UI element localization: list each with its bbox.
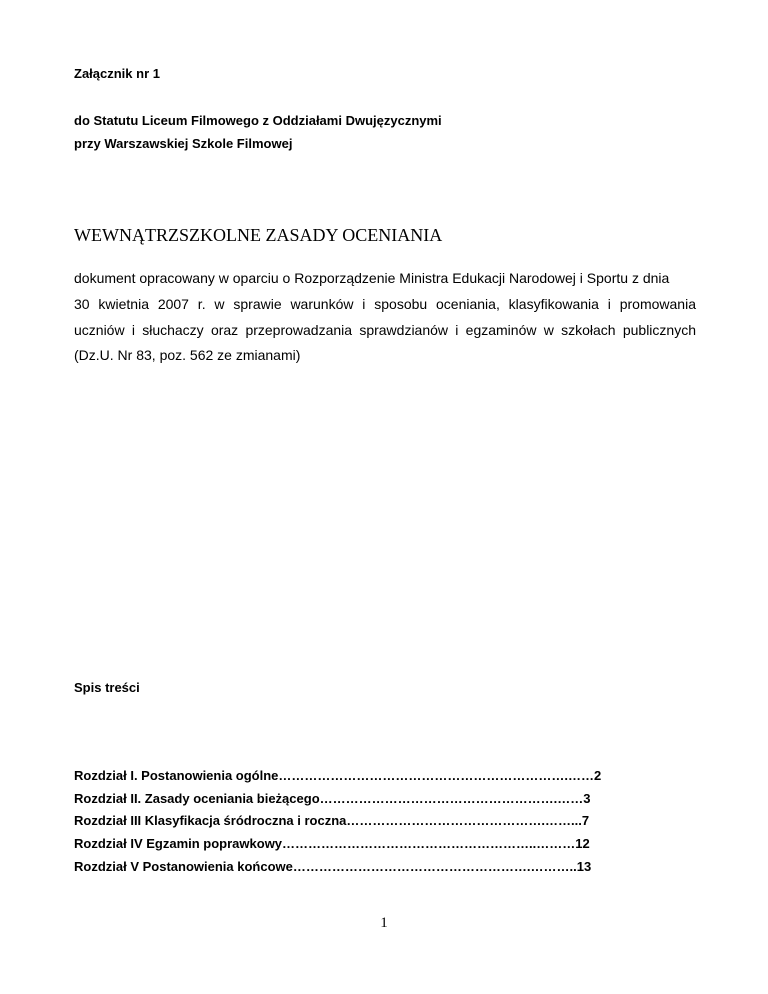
toc-entry-chapter-5: Rozdział V Postanowienia końcowe……………………………………………….………..13 — [74, 859, 592, 874]
annex-label: Załącznik nr 1 — [74, 66, 160, 81]
intro-line-1: dokument opracowany w oparciu o Rozporządzenie Ministra Edukacji Narodowej i Sportu z dnia — [74, 270, 670, 286]
intro-line-4: (Dz.U. Nr 83, poz. 562 ze zmianami) — [74, 347, 301, 363]
toc-heading: Spis treści — [74, 680, 140, 695]
document-title: WEWNĄTRZSZKOLNE ZASADY OCENIANIA — [74, 225, 443, 245]
toc-entry-chapter-4: Rozdział IV Egzamin poprawkowy…………………………………………………..………12 — [74, 836, 590, 851]
statute-reference-line-1: do Statutu Liceum Filmowego z Oddziałami Dwujęzycznymi — [74, 113, 442, 128]
toc-entry-chapter-3: Rozdział III Klasyfikacja śródroczna i roczna……………………………………….……...7 — [74, 813, 590, 828]
intro-line-3: uczniów i słuchaczy oraz przeprowadzania sprawdzianów i egzaminów w szkołach publicznych — [74, 322, 696, 338]
intro-line-2: 30 kwietnia 2007 r. w sprawie warunków i sposobu oceniania, klasyfikowania i promowania — [74, 296, 696, 312]
toc-entry-chapter-1: Rozdział I. Postanowienia ogólne………………………………………………………….……2 — [74, 768, 602, 783]
page-number: 1 — [380, 915, 388, 931]
toc-entry-chapter-2: Rozdział II. Zasady oceniania bieżącego……………………………………………….……3 — [74, 791, 591, 806]
statute-reference-line-2: przy Warszawskiej Szkole Filmowej — [74, 136, 293, 151]
